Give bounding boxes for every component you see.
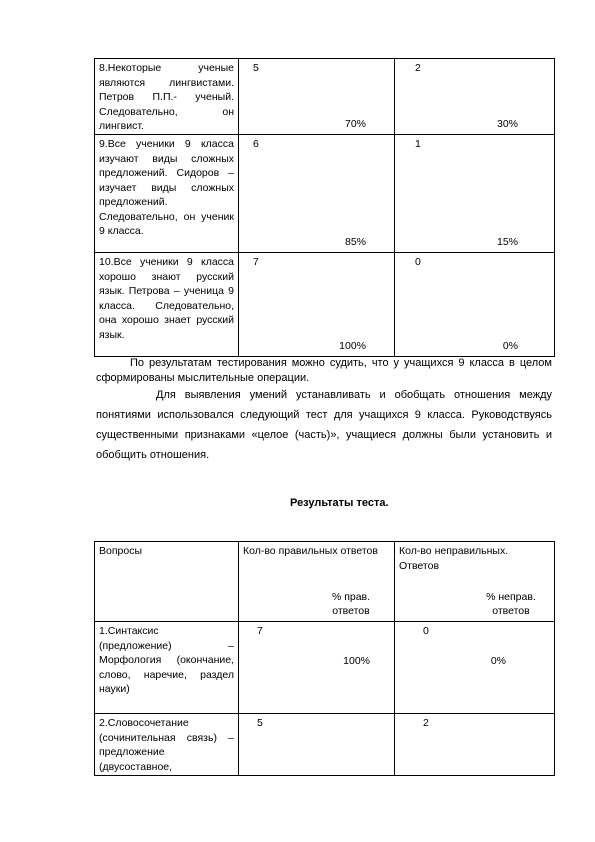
correct-count: 7 bbox=[253, 256, 259, 268]
incorrect-percent: 15% bbox=[496, 235, 518, 248]
header-incorrect-label: Кол-во неправильных. Ответов bbox=[399, 545, 509, 572]
table-row bbox=[95, 135, 555, 253]
correct-percent: 85% bbox=[344, 235, 366, 248]
incorrect-count: 2 bbox=[423, 717, 429, 729]
question-cell: 2.Словосочетание (сочинительная связь) – предложение (двусоставное, bbox=[95, 714, 239, 776]
correct-percent: 100% bbox=[343, 655, 370, 667]
header-incorrect-percent: % неправ. ответов bbox=[486, 591, 536, 617]
test-description-paragraph: Для выявления умений устанавливать и обобщать отношения между понятиями использовался следующий тест для учащихся 9 класса. Руководствуясь существенными признаками «целое (часть)», учащиеся должны были установить и обобщить отношения. bbox=[96, 389, 552, 461]
table-row bbox=[95, 253, 555, 357]
header-correct bbox=[239, 542, 395, 622]
incorrect-percent: 0% bbox=[490, 655, 506, 667]
table-header-row bbox=[95, 542, 555, 622]
correct-cell bbox=[239, 135, 395, 253]
correct-cell bbox=[239, 714, 395, 776]
conclusion-paragraph: По результатам тестирования можно судить, что у учащихся 9 класса в целом сформированы мыслительные операции. bbox=[96, 357, 552, 384]
incorrect-cell bbox=[395, 253, 555, 357]
incorrect-cell bbox=[395, 135, 555, 253]
incorrect-cell bbox=[395, 714, 555, 776]
correct-cell bbox=[239, 253, 395, 357]
incorrect-count: 0 bbox=[415, 256, 421, 268]
incorrect-count: 1 bbox=[415, 138, 421, 150]
question-cell: 10.Все ученики 9 класса хорошо знают русский язык. Петрова – ученица 9 класса. Следовательно, она хорошо знает русский язык. bbox=[95, 253, 239, 357]
correct-percent: 70% bbox=[344, 117, 366, 130]
header-questions: Вопросы bbox=[95, 542, 239, 622]
incorrect-cell bbox=[395, 59, 555, 135]
question-cell: 8.Некоторые ученые являются лингвистами. Петров П.П.- ученый. Следовательно, он лингвист. bbox=[95, 59, 239, 135]
table-row bbox=[95, 622, 555, 714]
correct-cell bbox=[239, 59, 395, 135]
results-table-continued bbox=[94, 58, 555, 357]
results-title: Результаты теста. bbox=[290, 497, 389, 509]
question-cell: 9.Все ученики 9 класса изучают виды сложных предложений. Сидоров – изучает виды сложных предложений. Следовательно, он ученик 9 класса. bbox=[95, 135, 239, 253]
incorrect-percent: 30% bbox=[496, 117, 518, 130]
correct-count: 7 bbox=[257, 625, 263, 637]
correct-count: 5 bbox=[257, 717, 263, 729]
table-row bbox=[95, 714, 555, 776]
header-incorrect bbox=[395, 542, 555, 622]
results-table bbox=[94, 541, 555, 776]
correct-percent: 100% bbox=[339, 339, 366, 352]
header-correct-label: Кол-во правильных ответов bbox=[243, 545, 378, 557]
correct-count: 6 bbox=[253, 138, 259, 150]
incorrect-count: 0 bbox=[423, 625, 429, 637]
incorrect-count: 2 bbox=[415, 62, 421, 74]
header-correct-percent: % прав. ответов bbox=[331, 591, 371, 617]
incorrect-percent: 0% bbox=[502, 339, 518, 352]
table-row bbox=[95, 59, 555, 135]
correct-cell bbox=[239, 622, 395, 714]
correct-count: 5 bbox=[253, 62, 259, 74]
incorrect-cell bbox=[395, 622, 555, 714]
question-cell: 1.Синтаксис (предложение) – Морфология (окончание, слово, наречие, раздел науки) bbox=[95, 622, 239, 714]
